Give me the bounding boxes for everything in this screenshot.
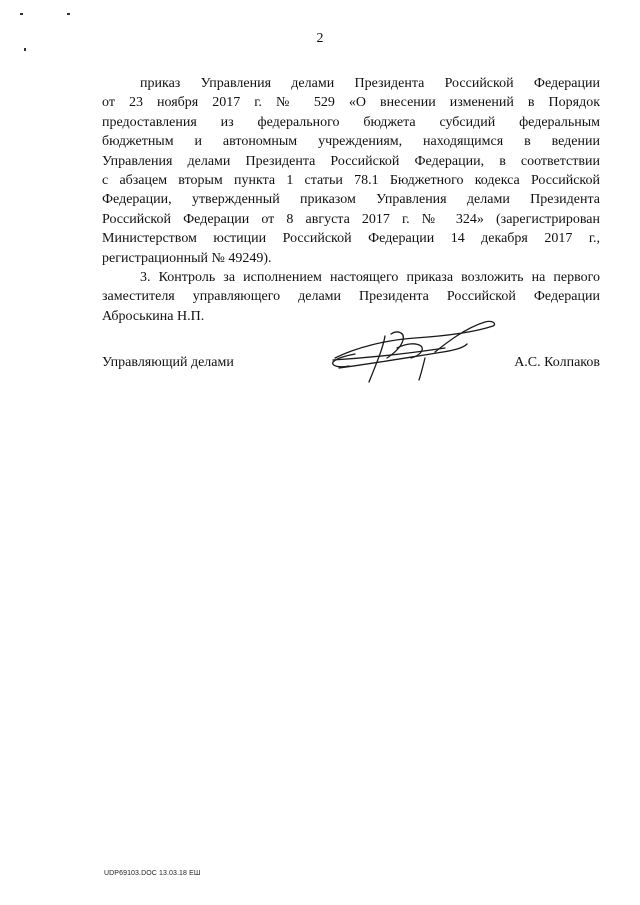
scan-artifact (24, 48, 26, 51)
signature-block (102, 355, 600, 377)
paragraph-order-reference (102, 74, 600, 268)
text-line: Федерации, утвержденный приказом Управления делами Президента (102, 192, 600, 208)
scan-artifact (67, 13, 70, 15)
text-line: Российской Федерации от 8 августа 2017 г. № 324» (зарегистрирован (102, 211, 600, 227)
text-line: с абзацем вторым пункта 1 статьи 78.1 Бюджетного кодекса Российской (102, 173, 600, 189)
text-line: предоставления из федерального бюджета субсидий федеральным (102, 114, 600, 130)
text-line: Управления делами Президента Российской Федерации, в соответствии (102, 153, 600, 169)
document-body (102, 74, 600, 326)
text-line: Министерством юстиции Российской Федерации 14 декабря 2017 г., (102, 231, 600, 247)
text-line: Аброськина Н.П. (102, 308, 205, 324)
scan-artifact (20, 13, 23, 15)
text-line: заместителя управляющего делами Президента Российской Федерации (102, 289, 600, 305)
signatory-title: Управляющий делами (102, 355, 234, 370)
text-line: приказ Управления делами Президента Российской Федерации (140, 76, 600, 91)
text-line: от 23 ноября 2017 г. № 529 «О внесении изменений в Порядок (102, 95, 600, 111)
text-line: 3. Контроль за исполнением настоящего приказа возложить на первого (140, 270, 600, 286)
text-line: регистрационный № 49249). (102, 250, 272, 266)
document-footer-code: UDP69103.DOC 13.03.18 EШ (104, 870, 201, 877)
handwritten-signature-icon (325, 318, 500, 388)
page-number: 2 (316, 31, 324, 46)
signatory-name: А.С. Колпаков (514, 355, 600, 370)
text-line: бюджетным и автономным учреждениям, находящимся в ведении (102, 134, 600, 150)
